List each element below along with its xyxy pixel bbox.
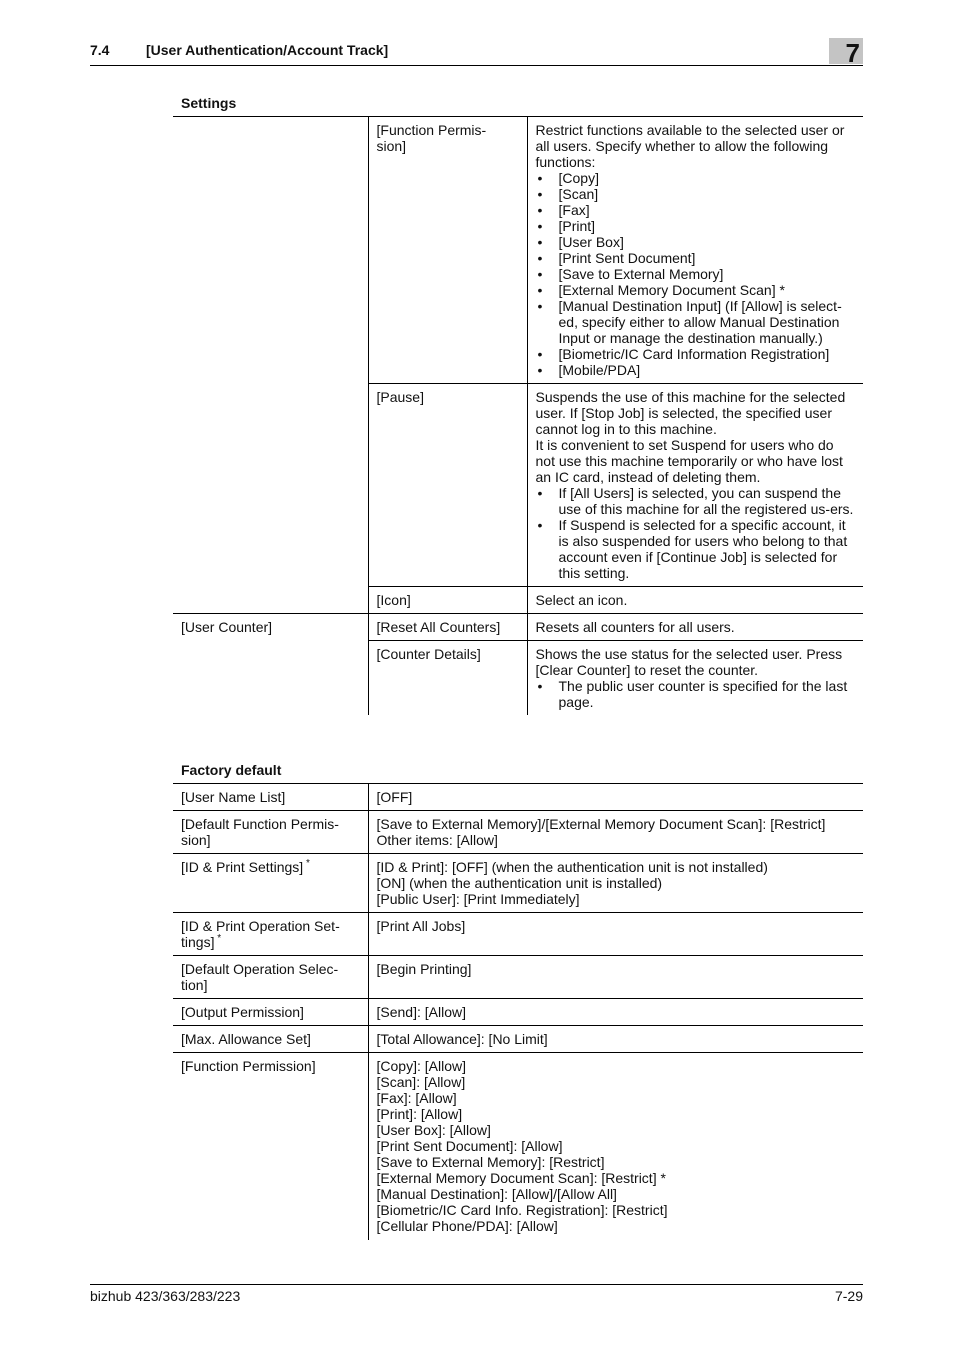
list-item: • If Suspend is selected for a specific account, it is also suspended for users who belong to that account even if [Continue Job] is selected for this setting. [536,517,856,581]
list-item: • [Mobile/PDA] [536,362,856,378]
default-key: [Default Operation Selec- tion] [173,956,368,999]
list-item: • [Scan] [536,186,856,202]
chapter-badge: 7 [829,38,863,64]
table-row [173,784,863,811]
table-row [173,384,863,587]
list-item: • [External Memory Document Scan] * [536,282,856,298]
setting-description: Select an icon. [527,587,863,614]
setting-description: Suspends the use of this machine for the selected user. If [Stop Job] is selected, the specified user cannot log in to this machine. It is convenient to set Suspend for users who do not use this machine temporarily or who have lost an IC card, instead of deleting them. • If [All Users] is selected, you can suspend the use of this machine for all the registered us-ers. • If Suspend is selected for a specific account, it is also suspended for users who belong to that account even if [Continue Job] is selected for this setting. [527,384,863,587]
default-key: [Default Function Permis- sion] [173,811,368,854]
default-key: [Max. Allowance Set] [173,1026,368,1053]
default-key: [Output Permission] [173,999,368,1026]
default-value: [OFF] [368,784,863,811]
setting-description: Shows the use status for the selected user. Press [Clear Counter] to reset the counter. • The public user counter is specified for the last page. [527,641,863,716]
setting-name: [Reset All Counters] [368,614,527,641]
default-value: [ID & Print]: [OFF] (when the authentication unit is not installed) [ON] (when the authentication unit is installed) [Public User]: [Print Immediately] [368,854,863,913]
default-value: [Save to External Memory]/[External Memory Document Scan]: [Restrict] Other items: [Allow] [368,811,863,854]
table-row [173,587,863,614]
setting-description: Restrict functions available to the selected user or all users. Specify whether to allow the following functions: • [Copy] • [Scan] • [Fax] • [Print] • [User Box] • [Print Sent Document] • [Save to External Memory] • [External Memory Document Scan] * • [Manual Destination Input] (If [Allow] is select-ed, specify either to allow Manual Destination Input or manage the destination manually.) • [Biometric/IC Card Information Registration] • [Mobile/PDA] [527,117,863,384]
default-value: [Total Allowance]: [No Limit] [368,1026,863,1053]
table-row [173,854,863,913]
setting-name: [Pause] [368,384,527,587]
table-row [173,1053,863,1241]
settings-table [173,116,863,715]
table-row [173,641,863,716]
list-item: • [Manual Destination Input] (If [Allow] is select-ed, specify either to allow Manual Destination Input or manage the destination manually.) [536,298,856,346]
default-key: [User Name List] [173,784,368,811]
list-item: • [Save to External Memory] [536,266,856,282]
counter-notes [536,678,856,710]
pause-notes [536,485,856,581]
section-title: [User Authentication/Account Track] [146,42,389,58]
footnote-asterisk: * [214,933,222,944]
default-value: [Print All Jobs] [368,913,863,956]
table-row [173,999,863,1026]
function-list [536,170,856,378]
settings-heading: Settings [181,95,237,111]
default-value: [Send]: [Allow] [368,999,863,1026]
list-item: • [Print] [536,218,856,234]
default-key: [Function Permission] [173,1053,368,1241]
setting-description: Resets all counters for all users. [527,614,863,641]
table-row [173,614,863,641]
table-row [173,1026,863,1053]
page-header [90,40,863,66]
table-row [173,811,863,854]
list-item: • [User Box] [536,234,856,250]
factory-default-table [173,783,863,1240]
table-row [173,913,863,956]
setting-name: [Function Permis- sion] [368,117,527,384]
default-value: [Copy]: [Allow] [Scan]: [Allow] [Fax]: [Allow] [Print]: [Allow] [User Box]: [Allow] [Print Sent Document]: [Allow] [Save to External Memory]: [Restrict] [External Memory Document Scan]: [Restrict] * [Manual Destination]: [Allow]/[Allow All] [Biometric/IC Card Info. Registration]: [Restrict] [Cellular Phone/PDA]: [Allow] [376,1058,668,1234]
list-item: • [Biometric/IC Card Information Registration] [536,346,856,362]
setting-name: [Icon] [368,587,527,614]
factory-default-heading: Factory default [181,762,282,778]
setting-name: [Counter Details] [368,641,527,716]
table-row [173,117,863,384]
list-item: • [Print Sent Document] [536,250,856,266]
list-item: • [Copy] [536,170,856,186]
page-footer [90,1284,863,1304]
footnote-asterisk: * [303,858,310,869]
setting-group: [User Counter] [181,619,273,635]
model-name: bizhub 423/363/283/223 [90,1288,241,1304]
default-key: [ID & Print Settings] * [173,854,368,913]
default-key: [ID & Print Operation Set- tings] * [173,913,368,956]
default-value: [Begin Printing] [368,956,863,999]
list-item: • The public user counter is specified for the last page. [536,678,856,710]
page-number: 7-29 [834,1288,863,1304]
section-number: 7.4 [90,42,110,58]
list-item: • If [All Users] is selected, you can suspend the use of this machine for all the registered us-ers. [536,485,856,517]
list-item: • [Fax] [536,202,856,218]
table-row [173,956,863,999]
